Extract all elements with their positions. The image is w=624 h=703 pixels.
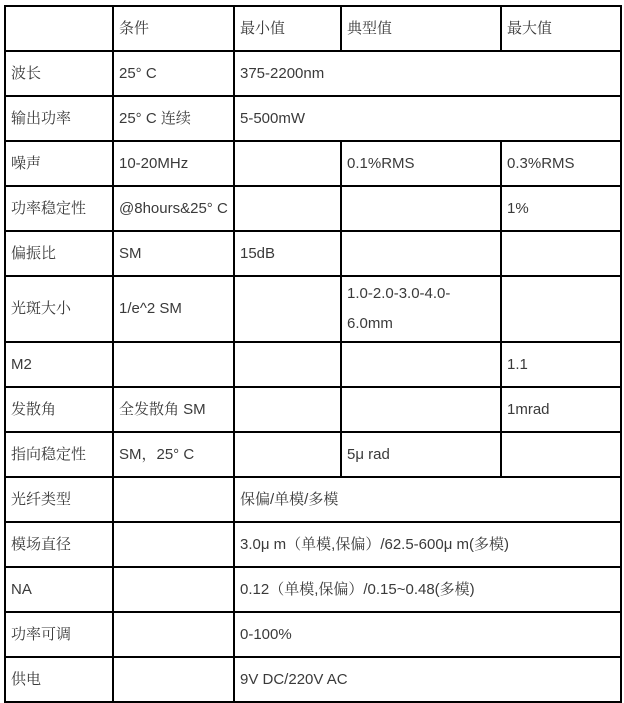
condition-cell: 25° C 连续 bbox=[113, 96, 234, 141]
row-label-cell: 供电 bbox=[5, 657, 113, 702]
table-row bbox=[5, 231, 621, 276]
value-cell: 保偏/单模/多模 bbox=[234, 477, 621, 522]
condition-cell bbox=[113, 342, 234, 387]
table-row bbox=[5, 522, 621, 567]
value-cell: 0.3%RMS bbox=[501, 141, 621, 186]
value-cell bbox=[234, 432, 341, 477]
column-header-cell bbox=[5, 6, 113, 51]
value-cell: 0.12（单模,保偏）/0.15~0.48(多模) bbox=[234, 567, 621, 612]
row-label-cell: 模场直径 bbox=[5, 522, 113, 567]
table-row bbox=[5, 612, 621, 657]
table-row bbox=[5, 186, 621, 231]
condition-cell bbox=[113, 612, 234, 657]
column-header-cell: 最小值 bbox=[234, 6, 341, 51]
value-cell: 3.0μ m（单模,保偏）/62.5-600μ m(多模) bbox=[234, 522, 621, 567]
value-cell bbox=[341, 186, 501, 231]
value-cell: 1.1 bbox=[501, 342, 621, 387]
value-cell: 1.0-2.0-3.0-4.0-6.0mm bbox=[341, 276, 501, 342]
condition-cell bbox=[113, 477, 234, 522]
condition-cell: 25° C bbox=[113, 51, 234, 96]
row-label-cell: 光纤类型 bbox=[5, 477, 113, 522]
value-cell bbox=[234, 342, 341, 387]
row-label-cell: 偏振比 bbox=[5, 231, 113, 276]
row-label-cell: 功率可调 bbox=[5, 612, 113, 657]
value-cell bbox=[234, 276, 341, 342]
value-cell bbox=[234, 186, 341, 231]
table-row bbox=[5, 657, 621, 702]
value-cell bbox=[234, 387, 341, 432]
column-header-cell: 最大值 bbox=[501, 6, 621, 51]
value-cell: 5μ rad bbox=[341, 432, 501, 477]
spec-table bbox=[4, 5, 622, 703]
value-cell bbox=[341, 387, 501, 432]
table-row bbox=[5, 51, 621, 96]
row-label-cell: 指向稳定性 bbox=[5, 432, 113, 477]
value-cell bbox=[341, 231, 501, 276]
value-cell: 1% bbox=[501, 186, 621, 231]
table-row bbox=[5, 387, 621, 432]
value-cell bbox=[501, 231, 621, 276]
table-row bbox=[5, 432, 621, 477]
value-cell: 375-2200nm bbox=[234, 51, 621, 96]
row-label-cell: 光斑大小 bbox=[5, 276, 113, 342]
condition-cell bbox=[113, 522, 234, 567]
table-row bbox=[5, 477, 621, 522]
table-row bbox=[5, 276, 621, 342]
row-label-cell: 功率稳定性 bbox=[5, 186, 113, 231]
spec-table-body bbox=[5, 6, 621, 702]
table-row bbox=[5, 342, 621, 387]
value-cell bbox=[234, 141, 341, 186]
condition-cell bbox=[113, 657, 234, 702]
row-label-cell: 噪声 bbox=[5, 141, 113, 186]
value-cell bbox=[501, 276, 621, 342]
row-label-cell: NA bbox=[5, 567, 113, 612]
condition-cell: @8hours&25° C bbox=[113, 186, 234, 231]
value-cell bbox=[501, 432, 621, 477]
column-header-cell: 典型值 bbox=[341, 6, 501, 51]
value-cell bbox=[341, 342, 501, 387]
value-cell: 15dB bbox=[234, 231, 341, 276]
row-label-cell: 输出功率 bbox=[5, 96, 113, 141]
condition-cell: 10-20MHz bbox=[113, 141, 234, 186]
value-cell: 0-100% bbox=[234, 612, 621, 657]
value-cell: 1mrad bbox=[501, 387, 621, 432]
row-label-cell: 发散角 bbox=[5, 387, 113, 432]
table-row bbox=[5, 96, 621, 141]
condition-cell: SM，25° C bbox=[113, 432, 234, 477]
condition-cell: SM bbox=[113, 231, 234, 276]
table-row bbox=[5, 141, 621, 186]
row-label-cell: 波长 bbox=[5, 51, 113, 96]
value-cell: 5-500mW bbox=[234, 96, 621, 141]
table-row bbox=[5, 567, 621, 612]
column-header-cell: 条件 bbox=[113, 6, 234, 51]
condition-cell bbox=[113, 567, 234, 612]
condition-cell: 1/e^2 SM bbox=[113, 276, 234, 342]
value-cell: 0.1%RMS bbox=[341, 141, 501, 186]
header-row bbox=[5, 6, 621, 51]
value-cell: 9V DC/220V AC bbox=[234, 657, 621, 702]
condition-cell: 全发散角 SM bbox=[113, 387, 234, 432]
row-label-cell: M2 bbox=[5, 342, 113, 387]
